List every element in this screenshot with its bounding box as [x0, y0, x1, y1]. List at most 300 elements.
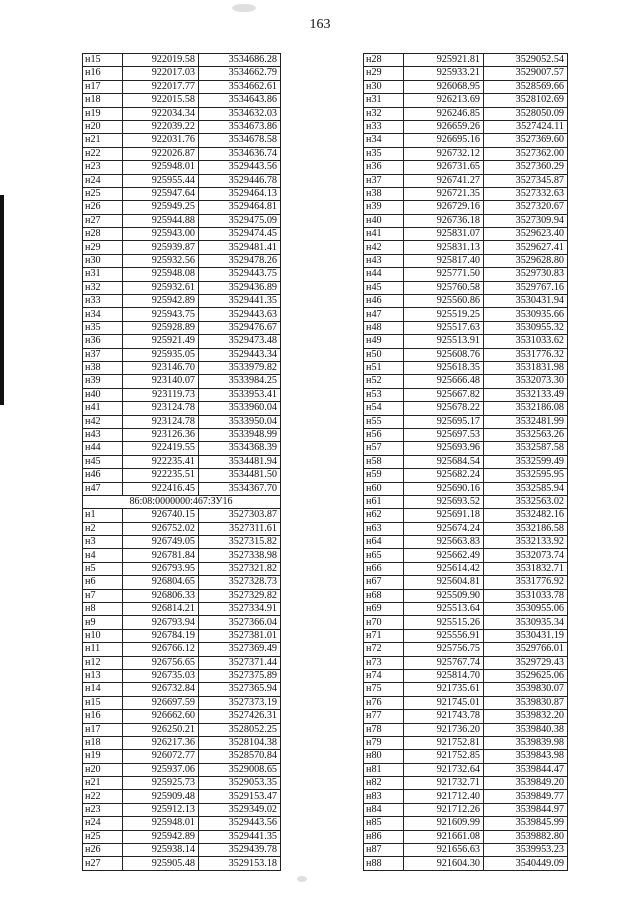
y-coordinate-cell: 3527309.94 [484, 214, 568, 227]
y-coordinate-cell: 3531776.32 [484, 348, 568, 361]
table-row [364, 495, 568, 508]
table-row [364, 736, 568, 749]
point-id-cell: н66 [364, 562, 404, 575]
table-row [83, 669, 281, 682]
y-coordinate-cell: 3534367.70 [199, 482, 281, 495]
y-coordinate-cell: 3527334.91 [199, 603, 281, 616]
y-coordinate-cell: 3527362.00 [484, 147, 568, 160]
x-coordinate-cell: 921743.78 [404, 710, 484, 723]
point-id-cell: н79 [364, 736, 404, 749]
x-coordinate-cell: 925947.64 [123, 187, 199, 200]
x-coordinate-cell: 925942.89 [123, 295, 199, 308]
table-row [364, 295, 568, 308]
point-id-cell: н49 [364, 335, 404, 348]
y-coordinate-cell: 3530431.19 [484, 629, 568, 642]
section-label: 86:08:0000000:467:ЗУ16 [83, 495, 281, 508]
y-coordinate-cell: 3534686.28 [199, 54, 281, 67]
x-coordinate-cell: 923119.73 [123, 388, 199, 401]
y-coordinate-cell: 3539953.23 [484, 844, 568, 857]
y-coordinate-cell: 3528569.66 [484, 80, 568, 93]
point-id-cell: н39 [83, 375, 123, 388]
point-id-cell: н40 [83, 388, 123, 401]
x-coordinate-cell: 922235.41 [123, 455, 199, 468]
y-coordinate-cell: 3527360.29 [484, 161, 568, 174]
table-row [83, 361, 281, 374]
table-row [83, 415, 281, 428]
table-row [83, 348, 281, 361]
point-id-cell: н26 [83, 844, 123, 857]
table-row [364, 777, 568, 790]
table-row [364, 120, 568, 133]
x-coordinate-cell: 925921.49 [123, 335, 199, 348]
table-row [364, 228, 568, 241]
table-row [83, 388, 281, 401]
x-coordinate-cell: 922039.22 [123, 120, 199, 133]
x-coordinate-cell: 925674.24 [404, 522, 484, 535]
y-coordinate-cell: 3532563.26 [484, 428, 568, 441]
y-coordinate-cell: 3529475.09 [199, 214, 281, 227]
table-row [83, 482, 281, 495]
table-row [83, 94, 281, 107]
x-coordinate-cell: 925767.74 [404, 656, 484, 669]
point-id-cell: н65 [364, 549, 404, 562]
x-coordinate-cell: 926756.65 [123, 656, 199, 669]
table-row [364, 669, 568, 682]
x-coordinate-cell: 922026.87 [123, 147, 199, 160]
table-row [364, 482, 568, 495]
y-coordinate-cell: 3529476.67 [199, 321, 281, 334]
y-coordinate-cell: 3529730.83 [484, 268, 568, 281]
x-coordinate-cell: 926804.65 [123, 576, 199, 589]
left-table-rows-a [83, 54, 281, 496]
table-row [364, 616, 568, 629]
y-coordinate-cell: 3529625.06 [484, 669, 568, 682]
x-coordinate-cell: 926250.21 [123, 723, 199, 736]
table-row [364, 80, 568, 93]
point-id-cell: н14 [83, 683, 123, 696]
x-coordinate-cell: 925771.50 [404, 268, 484, 281]
point-id-cell: н2 [83, 522, 123, 535]
x-coordinate-cell: 926731.65 [404, 161, 484, 174]
table-row [364, 94, 568, 107]
y-coordinate-cell: 3529443.63 [199, 308, 281, 321]
y-coordinate-cell: 3533953.41 [199, 388, 281, 401]
table-row [364, 147, 568, 160]
y-coordinate-cell: 3534662.79 [199, 67, 281, 80]
y-coordinate-cell: 3539830.07 [484, 683, 568, 696]
point-id-cell: н37 [83, 348, 123, 361]
y-coordinate-cell: 3532563.02 [484, 495, 568, 508]
point-id-cell: н55 [364, 415, 404, 428]
table-row [83, 428, 281, 441]
point-id-cell: н44 [83, 442, 123, 455]
point-id-cell: н29 [83, 241, 123, 254]
table-row [364, 107, 568, 120]
point-id-cell: н80 [364, 750, 404, 763]
point-id-cell: н34 [364, 134, 404, 147]
y-coordinate-cell: 3532481.99 [484, 415, 568, 428]
x-coordinate-cell: 926784.19 [123, 629, 199, 642]
point-id-cell: н43 [364, 254, 404, 267]
point-id-cell: н26 [83, 201, 123, 214]
point-id-cell: н61 [364, 495, 404, 508]
x-coordinate-cell: 925682.24 [404, 469, 484, 482]
table-row [83, 790, 281, 803]
x-coordinate-cell: 925909.48 [123, 790, 199, 803]
table-row [364, 187, 568, 200]
point-id-cell: н46 [364, 295, 404, 308]
x-coordinate-cell: 921752.81 [404, 736, 484, 749]
table-row [364, 388, 568, 401]
x-coordinate-cell: 925684.54 [404, 455, 484, 468]
table-row [364, 375, 568, 388]
y-coordinate-cell: 3530935.66 [484, 308, 568, 321]
table-row [83, 254, 281, 267]
x-coordinate-cell: 925662.49 [404, 549, 484, 562]
x-coordinate-cell: 923124.78 [123, 402, 199, 415]
point-id-cell: н70 [364, 616, 404, 629]
y-coordinate-cell: 3528102.69 [484, 94, 568, 107]
x-coordinate-cell: 926662.60 [123, 710, 199, 723]
scan-smudge-bottom [297, 876, 307, 882]
point-id-cell: н45 [83, 455, 123, 468]
x-coordinate-cell: 926697.59 [123, 696, 199, 709]
y-coordinate-cell: 3532482.16 [484, 509, 568, 522]
y-coordinate-cell: 3529729.43 [484, 656, 568, 669]
point-id-cell: н28 [364, 54, 404, 67]
table-row [364, 696, 568, 709]
x-coordinate-cell: 922019.58 [123, 54, 199, 67]
y-coordinate-cell: 3527303.87 [199, 509, 281, 522]
x-coordinate-cell: 925935.05 [123, 348, 199, 361]
x-coordinate-cell: 925667.82 [404, 388, 484, 401]
table-row [83, 656, 281, 669]
x-coordinate-cell: 921745.01 [404, 696, 484, 709]
y-coordinate-cell: 3533950.04 [199, 415, 281, 428]
point-id-cell: н50 [364, 348, 404, 361]
point-id-cell: н44 [364, 268, 404, 281]
x-coordinate-cell: 925942.89 [123, 830, 199, 843]
table-row [364, 549, 568, 562]
point-id-cell: н18 [83, 736, 123, 749]
table-row [83, 536, 281, 549]
coordinate-table-left [82, 53, 281, 871]
point-id-cell: н58 [364, 455, 404, 468]
point-id-cell: н83 [364, 790, 404, 803]
y-coordinate-cell: 3540449.09 [484, 857, 568, 870]
point-id-cell: н30 [364, 80, 404, 93]
y-coordinate-cell: 3531033.78 [484, 589, 568, 602]
x-coordinate-cell: 921661.08 [404, 830, 484, 843]
table-row [364, 803, 568, 816]
y-coordinate-cell: 3532186.08 [484, 402, 568, 415]
table-row [364, 629, 568, 642]
table-row [83, 402, 281, 415]
point-id-cell: н28 [83, 228, 123, 241]
x-coordinate-cell: 925666.48 [404, 375, 484, 388]
point-id-cell: н76 [364, 696, 404, 709]
x-coordinate-cell: 921732.64 [404, 763, 484, 776]
y-coordinate-cell: 3532595.95 [484, 469, 568, 482]
x-coordinate-cell: 921656.63 [404, 844, 484, 857]
point-id-cell: н23 [83, 803, 123, 816]
y-coordinate-cell: 3533960.04 [199, 402, 281, 415]
x-coordinate-cell: 925932.56 [123, 254, 199, 267]
point-id-cell: н68 [364, 589, 404, 602]
x-coordinate-cell: 925515.26 [404, 616, 484, 629]
y-coordinate-cell: 3539849.77 [484, 790, 568, 803]
table-row [83, 147, 281, 160]
table-row [364, 455, 568, 468]
x-coordinate-cell: 925921.81 [404, 54, 484, 67]
y-coordinate-cell: 3539845.99 [484, 817, 568, 830]
y-coordinate-cell: 3529464.13 [199, 187, 281, 200]
table-row [364, 54, 568, 67]
coordinate-table-right [363, 53, 568, 871]
table-row [364, 857, 568, 870]
point-id-cell: н25 [83, 830, 123, 843]
scan-smudge-top [232, 4, 256, 12]
y-coordinate-cell: 3532073.74 [484, 549, 568, 562]
point-id-cell: н59 [364, 469, 404, 482]
point-id-cell: н53 [364, 388, 404, 401]
y-coordinate-cell: 3527366.04 [199, 616, 281, 629]
table-row [83, 509, 281, 522]
point-id-cell: н67 [364, 576, 404, 589]
x-coordinate-cell: 921732.71 [404, 777, 484, 790]
y-coordinate-cell: 3527345.87 [484, 174, 568, 187]
y-coordinate-cell: 3529052.54 [484, 54, 568, 67]
point-id-cell: н82 [364, 777, 404, 790]
x-coordinate-cell: 926735.03 [123, 669, 199, 682]
point-id-cell: н85 [364, 817, 404, 830]
y-coordinate-cell: 3533984.25 [199, 375, 281, 388]
x-coordinate-cell: 922031.76 [123, 134, 199, 147]
table-row [83, 629, 281, 642]
y-coordinate-cell: 3529623.40 [484, 228, 568, 241]
y-coordinate-cell: 3533979.82 [199, 361, 281, 374]
y-coordinate-cell: 3534636.74 [199, 147, 281, 160]
y-coordinate-cell: 3534662.61 [199, 80, 281, 93]
table-row [364, 308, 568, 321]
table-row [364, 817, 568, 830]
point-id-cell: н72 [364, 643, 404, 656]
y-coordinate-cell: 3531832.71 [484, 562, 568, 575]
y-coordinate-cell: 3527369.60 [484, 134, 568, 147]
table-row [83, 857, 281, 870]
y-coordinate-cell: 3532073.30 [484, 375, 568, 388]
x-coordinate-cell: 925905.48 [123, 857, 199, 870]
x-coordinate-cell: 926213.69 [404, 94, 484, 107]
point-id-cell: н42 [83, 415, 123, 428]
x-coordinate-cell: 926741.27 [404, 174, 484, 187]
table-row [364, 710, 568, 723]
x-coordinate-cell: 925678.22 [404, 402, 484, 415]
table-row [83, 817, 281, 830]
point-id-cell: н74 [364, 669, 404, 682]
point-id-cell: н3 [83, 536, 123, 549]
x-coordinate-cell: 926736.18 [404, 214, 484, 227]
x-coordinate-cell: 925756.75 [404, 643, 484, 656]
y-coordinate-cell: 3529481.41 [199, 241, 281, 254]
x-coordinate-cell: 925925.73 [123, 777, 199, 790]
x-coordinate-cell: 925695.17 [404, 415, 484, 428]
y-coordinate-cell: 3528570.84 [199, 750, 281, 763]
y-coordinate-cell: 3527321.82 [199, 562, 281, 575]
table-row [83, 228, 281, 241]
point-id-cell: н6 [83, 576, 123, 589]
x-coordinate-cell: 925608.76 [404, 348, 484, 361]
section-header-row [83, 495, 281, 508]
x-coordinate-cell: 925928.89 [123, 321, 199, 334]
point-id-cell: н38 [364, 187, 404, 200]
y-coordinate-cell: 3529349.02 [199, 803, 281, 816]
point-id-cell: н18 [83, 94, 123, 107]
x-coordinate-cell: 921609.99 [404, 817, 484, 830]
x-coordinate-cell: 926695.16 [404, 134, 484, 147]
x-coordinate-cell: 925948.08 [123, 268, 199, 281]
point-id-cell: н9 [83, 616, 123, 629]
y-coordinate-cell: 3534481.94 [199, 455, 281, 468]
table-row [364, 134, 568, 147]
y-coordinate-cell: 3529008.65 [199, 763, 281, 776]
point-id-cell: н21 [83, 777, 123, 790]
point-id-cell: н37 [364, 174, 404, 187]
x-coordinate-cell: 925943.00 [123, 228, 199, 241]
x-coordinate-cell: 925955.44 [123, 174, 199, 187]
point-id-cell: н19 [83, 107, 123, 120]
y-coordinate-cell: 3528052.25 [199, 723, 281, 736]
y-coordinate-cell: 3527371.44 [199, 656, 281, 669]
table-row [83, 603, 281, 616]
x-coordinate-cell: 925614.42 [404, 562, 484, 575]
point-id-cell: н23 [83, 161, 123, 174]
x-coordinate-cell: 926793.95 [123, 562, 199, 575]
table-row [83, 54, 281, 67]
table-row [364, 361, 568, 374]
table-row [364, 281, 568, 294]
table-row [364, 469, 568, 482]
y-coordinate-cell: 3529474.45 [199, 228, 281, 241]
table-row [83, 469, 281, 482]
x-coordinate-cell: 926732.12 [404, 147, 484, 160]
y-coordinate-cell: 3530955.06 [484, 603, 568, 616]
x-coordinate-cell: 921604.30 [404, 857, 484, 870]
y-coordinate-cell: 3529446.78 [199, 174, 281, 187]
x-coordinate-cell: 925556.91 [404, 629, 484, 642]
y-coordinate-cell: 3539840.38 [484, 723, 568, 736]
point-id-cell: н4 [83, 549, 123, 562]
point-id-cell: н75 [364, 683, 404, 696]
y-coordinate-cell: 3528104.38 [199, 736, 281, 749]
point-id-cell: н88 [364, 857, 404, 870]
table-row [364, 201, 568, 214]
point-id-cell: н32 [83, 281, 123, 294]
table-row [83, 589, 281, 602]
x-coordinate-cell: 922017.77 [123, 80, 199, 93]
table-row [83, 187, 281, 200]
y-coordinate-cell: 3539839.98 [484, 736, 568, 749]
y-coordinate-cell: 3529628.80 [484, 254, 568, 267]
point-id-cell: н29 [364, 67, 404, 80]
x-coordinate-cell: 925517.63 [404, 321, 484, 334]
point-id-cell: н33 [364, 120, 404, 133]
y-coordinate-cell: 3533948.99 [199, 428, 281, 441]
point-id-cell: н22 [83, 147, 123, 160]
y-coordinate-cell: 3534673.86 [199, 120, 281, 133]
table-row [364, 335, 568, 348]
x-coordinate-cell: 925604.81 [404, 576, 484, 589]
y-coordinate-cell: 3529439.78 [199, 844, 281, 857]
y-coordinate-cell: 3529436.89 [199, 281, 281, 294]
point-id-cell: н43 [83, 428, 123, 441]
x-coordinate-cell: 922017.03 [123, 67, 199, 80]
x-coordinate-cell: 926732.84 [123, 683, 199, 696]
point-id-cell: н35 [83, 321, 123, 334]
point-id-cell: н22 [83, 790, 123, 803]
point-id-cell: н17 [83, 723, 123, 736]
x-coordinate-cell: 925693.52 [404, 495, 484, 508]
y-coordinate-cell: 3528050.09 [484, 107, 568, 120]
y-coordinate-cell: 3532133.92 [484, 536, 568, 549]
y-coordinate-cell: 3527311.61 [199, 522, 281, 535]
point-id-cell: н20 [83, 763, 123, 776]
table-row [83, 201, 281, 214]
table-row [83, 616, 281, 629]
table-row [83, 295, 281, 308]
table-row [83, 67, 281, 80]
x-coordinate-cell: 926246.85 [404, 107, 484, 120]
x-coordinate-cell: 921752.85 [404, 750, 484, 763]
point-id-cell: н24 [83, 817, 123, 830]
x-coordinate-cell: 925618.35 [404, 361, 484, 374]
table-row [83, 80, 281, 93]
y-coordinate-cell: 3539830.87 [484, 696, 568, 709]
x-coordinate-cell: 925814.70 [404, 669, 484, 682]
table-row [83, 161, 281, 174]
table-row [364, 509, 568, 522]
point-id-cell: н31 [364, 94, 404, 107]
table-row [364, 562, 568, 575]
point-id-cell: н63 [364, 522, 404, 535]
table-row [364, 656, 568, 669]
y-coordinate-cell: 3534632.03 [199, 107, 281, 120]
table-row [364, 214, 568, 227]
table-row [83, 777, 281, 790]
point-id-cell: н12 [83, 656, 123, 669]
point-id-cell: н32 [364, 107, 404, 120]
x-coordinate-cell: 925948.01 [123, 817, 199, 830]
x-coordinate-cell: 925939.87 [123, 241, 199, 254]
x-coordinate-cell: 923126.36 [123, 428, 199, 441]
table-row [364, 522, 568, 535]
table-row [83, 214, 281, 227]
x-coordinate-cell: 922416.45 [123, 482, 199, 495]
y-coordinate-cell: 3527332.63 [484, 187, 568, 200]
x-coordinate-cell: 926752.02 [123, 522, 199, 535]
y-coordinate-cell: 3530935.34 [484, 616, 568, 629]
table-row [83, 696, 281, 709]
y-coordinate-cell: 3527424.11 [484, 120, 568, 133]
y-coordinate-cell: 3531776.92 [484, 576, 568, 589]
table-row [83, 268, 281, 281]
x-coordinate-cell: 925760.58 [404, 281, 484, 294]
point-id-cell: н36 [364, 161, 404, 174]
x-coordinate-cell: 921712.26 [404, 803, 484, 816]
y-coordinate-cell: 3529443.56 [199, 817, 281, 830]
y-coordinate-cell: 3529478.26 [199, 254, 281, 267]
y-coordinate-cell: 3539849.20 [484, 777, 568, 790]
